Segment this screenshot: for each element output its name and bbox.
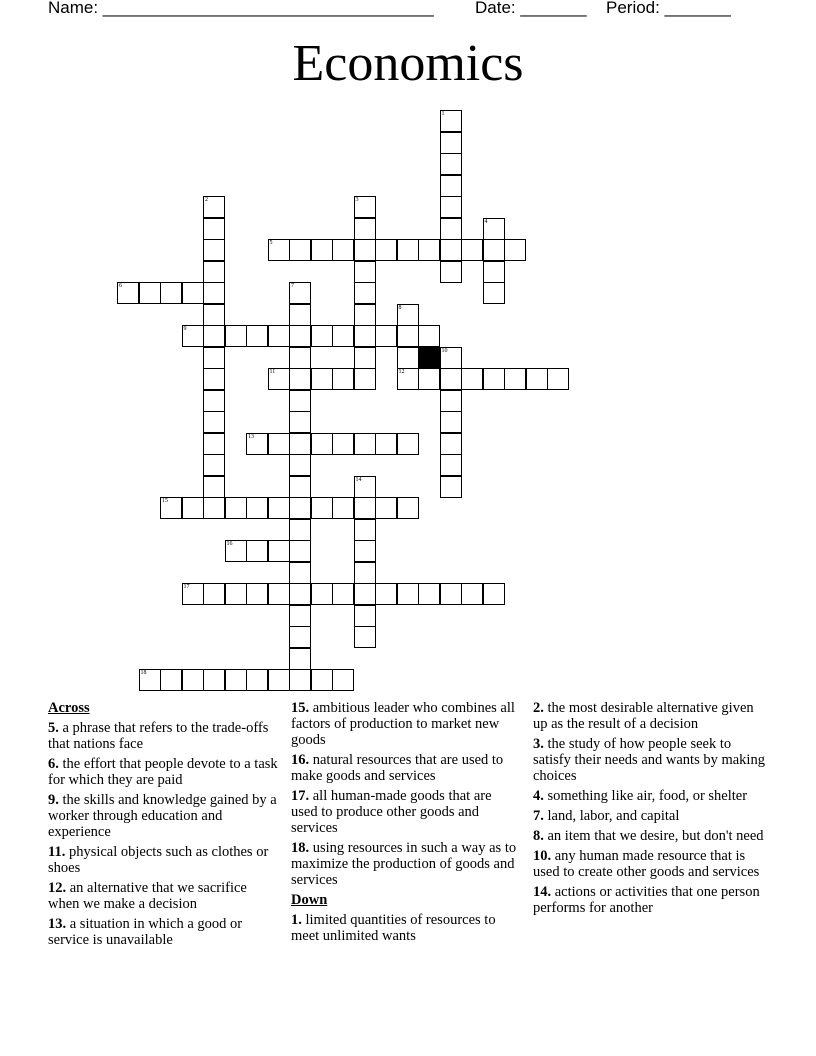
- crossword-cell[interactable]: [375, 583, 397, 605]
- clue-number: 12.: [48, 880, 67, 896]
- clue-item: [533, 808, 769, 824]
- crossword-cell[interactable]: [354, 239, 376, 261]
- crossword-cell[interactable]: [289, 239, 311, 261]
- clue-number: 1.: [291, 912, 302, 928]
- crossword-cell[interactable]: [268, 669, 290, 691]
- clue-number-label: 14: [355, 476, 362, 483]
- clue-text: physical objects such as clothes or shoes: [48, 844, 269, 876]
- crossword-cell[interactable]: [332, 669, 354, 691]
- crossword-cell[interactable]: [440, 261, 462, 283]
- crossword-cell[interactable]: [440, 454, 462, 476]
- crossword-cell[interactable]: [268, 497, 290, 519]
- clue-number-label: 17: [183, 584, 190, 590]
- crossword-cell[interactable]: [440, 476, 462, 498]
- crossword-cell[interactable]: [526, 368, 548, 390]
- crossword-cell[interactable]: [483, 261, 505, 283]
- crossword-cell[interactable]: [483, 368, 505, 390]
- across-heading: Across: [48, 700, 90, 716]
- clue-number-label: 1: [441, 111, 445, 117]
- clue-item: [533, 884, 769, 916]
- clue-item: [48, 844, 278, 876]
- crossword-cell[interactable]: [418, 583, 440, 605]
- clue-number: 3.: [533, 736, 544, 752]
- crossword-cell[interactable]: [354, 325, 376, 347]
- crossword-cell[interactable]: [311, 433, 333, 455]
- crossword-cell[interactable]: [203, 347, 225, 369]
- crossword-cell[interactable]: [418, 325, 440, 347]
- crossword-cell[interactable]: [418, 239, 440, 261]
- crossword-cell[interactable]: [203, 282, 225, 304]
- crossword-cell[interactable]: [289, 648, 311, 670]
- crossword-cell[interactable]: [203, 497, 225, 519]
- crossword-cell[interactable]: [440, 390, 462, 412]
- crossword-cell[interactable]: [354, 433, 376, 455]
- clue-number-label: 3: [355, 197, 359, 203]
- clue-item: [533, 736, 769, 784]
- clue-number-label: 15: [162, 498, 168, 504]
- crossword-cell[interactable]: [311, 325, 333, 347]
- crossword-cell[interactable]: [354, 562, 376, 584]
- clue-text: the most desirable alternative given up as the result of a decision: [533, 700, 754, 732]
- crossword-cell[interactable]: [225, 540, 247, 562]
- clue-number: 10.: [533, 848, 552, 864]
- crossword-cell[interactable]: [440, 196, 462, 218]
- crossword-cell[interactable]: [397, 497, 419, 519]
- crossword-cell[interactable]: [160, 497, 182, 519]
- crossword-cell[interactable]: [354, 218, 376, 240]
- clue-number-label: 8: [398, 304, 402, 311]
- clue-item: [533, 848, 769, 880]
- crossword-cell[interactable]: [225, 583, 247, 605]
- crossword-cell[interactable]: [483, 583, 505, 605]
- crossword-cell[interactable]: [203, 583, 225, 605]
- crossword-cell[interactable]: [289, 476, 311, 498]
- crossword-cell[interactable]: [203, 239, 225, 261]
- clue-text: all human-made goods that are used to produce other goods and services: [291, 788, 492, 836]
- clue-number: 2.: [533, 700, 544, 716]
- clue-text: an alternative that we sacrifice when we make a decision: [48, 880, 247, 912]
- clue-number-label: 6: [119, 283, 122, 289]
- crossword-cell[interactable]: [289, 540, 311, 562]
- crossword-cell[interactable]: [289, 583, 311, 605]
- crossword-cell[interactable]: [203, 390, 225, 412]
- clue-text: a situation in which a good or service is unavailable: [48, 916, 243, 948]
- clue-text: any human made resource that is used to create other goods and services: [533, 848, 760, 880]
- crossword-cell[interactable]: [440, 347, 462, 369]
- clue-item: [533, 788, 769, 804]
- clue-item: [291, 752, 521, 784]
- crossword-cell[interactable]: [268, 540, 290, 562]
- crossword-cell[interactable]: [117, 282, 139, 304]
- crossword-cell[interactable]: [225, 497, 247, 519]
- crossword-cell[interactable]: [440, 411, 462, 433]
- crossword-cell[interactable]: [311, 583, 333, 605]
- clue-number-label: 12: [398, 369, 405, 375]
- crossword-cell[interactable]: [311, 368, 333, 390]
- crossword-cell[interactable]: [397, 368, 419, 390]
- crossword-cell[interactable]: [504, 368, 526, 390]
- crossword-cell[interactable]: [246, 540, 268, 562]
- crossword-cell[interactable]: [182, 497, 204, 519]
- crossword-cell[interactable]: [182, 325, 204, 347]
- black-cell: [418, 347, 440, 369]
- date-field-label[interactable]: Date: _______: [475, 0, 587, 17]
- crossword-cell[interactable]: [354, 540, 376, 562]
- crossword-cell[interactable]: [397, 347, 419, 369]
- clue-number-label: 18: [140, 670, 147, 676]
- crossword-cell[interactable]: [332, 497, 354, 519]
- crossword-cell[interactable]: [289, 325, 311, 347]
- crossword-cell[interactable]: [268, 583, 290, 605]
- crossword-cell[interactable]: [332, 325, 354, 347]
- clue-text: the skills and knowledge gained by a worker through education and experience: [48, 792, 277, 840]
- crossword-cell[interactable]: [289, 282, 311, 304]
- clue-text: something like air, food, or shelter: [543, 788, 748, 804]
- crossword-cell[interactable]: [483, 282, 505, 304]
- clue-number-label: 13: [248, 433, 254, 440]
- clue-item: [48, 880, 278, 912]
- clue-text: actions or activities that one person performs for another: [533, 884, 760, 916]
- crossword-cell[interactable]: [440, 175, 462, 197]
- clue-column-3: [533, 700, 769, 920]
- crossword-cell[interactable]: [547, 368, 569, 390]
- crossword-cell[interactable]: [182, 282, 204, 304]
- crossword-cell[interactable]: [289, 626, 311, 648]
- clue-number-label: 4: [484, 218, 488, 225]
- clue-text: the study of how people seek to satisfy their needs and wants by making choices: [533, 736, 765, 784]
- crossword-cell[interactable]: [461, 368, 483, 390]
- crossword-cell[interactable]: [397, 239, 419, 261]
- clue-text: an item that we desire, but don't need: [543, 828, 764, 844]
- crossword-cell[interactable]: [440, 368, 462, 390]
- crossword-cell[interactable]: [203, 411, 225, 433]
- crossword-cell[interactable]: [203, 669, 225, 691]
- clue-number: 9.: [48, 792, 59, 808]
- clue-number: 16.: [291, 752, 310, 768]
- crossword-cell[interactable]: [483, 239, 505, 261]
- clue-column-1: [48, 700, 278, 952]
- crossword-cell[interactable]: [203, 368, 225, 390]
- clue-number: 7.: [533, 808, 544, 824]
- crossword-cell[interactable]: [354, 497, 376, 519]
- crossword-cell[interactable]: [354, 304, 376, 326]
- crossword-cell[interactable]: [203, 476, 225, 498]
- clue-item: [291, 788, 521, 836]
- crossword-cell[interactable]: [160, 669, 182, 691]
- crossword-cell[interactable]: [332, 583, 354, 605]
- crossword-cell[interactable]: [246, 325, 268, 347]
- crossword-cell[interactable]: [139, 669, 161, 691]
- clue-number-label: 7: [291, 283, 294, 289]
- crossword-cell[interactable]: [354, 605, 376, 627]
- clue-number-label: 9: [183, 326, 187, 332]
- crossword-cell[interactable]: [440, 239, 462, 261]
- crossword-cell[interactable]: [418, 368, 440, 390]
- crossword-cell[interactable]: [311, 497, 333, 519]
- crossword-cell[interactable]: [397, 304, 419, 326]
- crossword-cell[interactable]: [354, 282, 376, 304]
- crossword-cell[interactable]: [289, 454, 311, 476]
- clue-number: 18.: [291, 840, 310, 856]
- clue-number-label: 10: [441, 347, 448, 354]
- clue-number-label: 2: [205, 197, 208, 203]
- crossword-cell[interactable]: [203, 325, 225, 347]
- clue-number: 14.: [533, 884, 552, 900]
- crossword-cell[interactable]: [397, 433, 419, 455]
- page-title: Economics: [292, 35, 524, 92]
- crossword-cell[interactable]: [354, 583, 376, 605]
- clue-item: [291, 912, 521, 944]
- crossword-cell[interactable]: [289, 347, 311, 369]
- clue-column-2: [291, 700, 521, 948]
- crossword-cell[interactable]: [203, 196, 225, 218]
- clue-number-label: 5: [269, 240, 273, 246]
- crossword-cell[interactable]: [289, 433, 311, 455]
- clue-text: a phrase that refers to the trade-offs that nations face: [48, 720, 269, 752]
- clue-number: 11.: [48, 844, 66, 860]
- clue-item: [291, 840, 521, 888]
- crossword-cell[interactable]: [332, 433, 354, 455]
- crossword-cell[interactable]: [483, 218, 505, 240]
- crossword-cell[interactable]: [203, 261, 225, 283]
- crossword-cell[interactable]: [375, 433, 397, 455]
- name-field-label[interactable]: Name: ___________________________________: [48, 0, 434, 17]
- crossword-cell[interactable]: [354, 261, 376, 283]
- crossword-cell[interactable]: [289, 605, 311, 627]
- crossword-cell[interactable]: [289, 368, 311, 390]
- crossword-cell[interactable]: [354, 626, 376, 648]
- clue-item: [48, 756, 278, 788]
- crossword-cell[interactable]: [225, 669, 247, 691]
- crossword-cell[interactable]: [246, 669, 268, 691]
- crossword-cell[interactable]: [289, 669, 311, 691]
- clue-number: 8.: [533, 828, 544, 844]
- clue-text: land, labor, and capital: [543, 808, 680, 824]
- crossword-cell[interactable]: [375, 239, 397, 261]
- clue-item: [48, 916, 278, 948]
- crossword-cell[interactable]: [354, 347, 376, 369]
- crossword-cell[interactable]: [289, 562, 311, 584]
- crossword-cell[interactable]: [289, 304, 311, 326]
- crossword-cell[interactable]: [139, 282, 161, 304]
- crossword-cell[interactable]: [203, 218, 225, 240]
- crossword-cell[interactable]: [440, 583, 462, 605]
- crossword-cell[interactable]: [440, 132, 462, 154]
- crossword-cell[interactable]: [354, 476, 376, 498]
- clue-number: 15.: [291, 700, 310, 716]
- period-field-label[interactable]: Period: _______: [606, 0, 731, 17]
- clue-item: [48, 792, 278, 840]
- crossword-cell[interactable]: [397, 583, 419, 605]
- crossword-cell[interactable]: [203, 304, 225, 326]
- crossword-cell[interactable]: [375, 325, 397, 347]
- crossword-cell[interactable]: [461, 239, 483, 261]
- crossword-cell[interactable]: [461, 583, 483, 605]
- clue-number: 17.: [291, 788, 310, 804]
- crossword-cell[interactable]: [246, 583, 268, 605]
- crossword-cell[interactable]: [440, 433, 462, 455]
- clue-number: 4.: [533, 788, 544, 804]
- crossword-cell[interactable]: [246, 497, 268, 519]
- crossword-cell[interactable]: [311, 239, 333, 261]
- crossword-cell[interactable]: [203, 454, 225, 476]
- clue-item: [533, 828, 769, 844]
- crossword-cell[interactable]: [440, 153, 462, 175]
- clue-number: 6.: [48, 756, 59, 772]
- clue-item: [533, 700, 769, 732]
- crossword-cell[interactable]: [268, 433, 290, 455]
- clue-item: [48, 720, 278, 752]
- crossword-cell[interactable]: [160, 282, 182, 304]
- crossword-cell[interactable]: [289, 390, 311, 412]
- crossword-cell[interactable]: [440, 110, 462, 132]
- crossword-cell[interactable]: [225, 325, 247, 347]
- crossword-cell[interactable]: [375, 497, 397, 519]
- clue-number: 13.: [48, 916, 67, 932]
- crossword-cell[interactable]: [354, 196, 376, 218]
- crossword-cell[interactable]: [311, 669, 333, 691]
- crossword-cell[interactable]: [354, 519, 376, 541]
- crossword-cell[interactable]: [332, 239, 354, 261]
- crossword-cell[interactable]: [268, 325, 290, 347]
- crossword-cell[interactable]: [289, 411, 311, 433]
- crossword-cell[interactable]: [332, 368, 354, 390]
- clue-text: limited quantities of resources to meet unlimited wants: [291, 912, 496, 944]
- crossword-cell[interactable]: [182, 669, 204, 691]
- crossword-cell[interactable]: [397, 325, 419, 347]
- clue-text: natural resources that are used to make goods and services: [291, 752, 504, 784]
- crossword-cell[interactable]: [504, 239, 526, 261]
- down-heading: Down: [291, 892, 328, 908]
- clue-number-label: 16: [226, 541, 233, 547]
- crossword-cell[interactable]: [289, 519, 311, 541]
- clue-item: [291, 700, 521, 748]
- crossword-cell[interactable]: [289, 497, 311, 519]
- crossword-cell[interactable]: [182, 583, 204, 605]
- clue-number: 5.: [48, 720, 59, 736]
- crossword-cell[interactable]: [268, 368, 290, 390]
- clue-text: ambitious leader who combines all factors of production to market new goods: [291, 700, 515, 748]
- crossword-cell[interactable]: [440, 218, 462, 240]
- crossword-cell[interactable]: [203, 433, 225, 455]
- clue-number-label: 11: [269, 369, 276, 375]
- crossword-cell[interactable]: [268, 239, 290, 261]
- crossword-cell[interactable]: [354, 368, 376, 390]
- clue-text: the effort that people devote to a task for which they are paid: [48, 756, 278, 788]
- crossword-cell[interactable]: [246, 433, 268, 455]
- clue-text: using resources in such a way as to maximize the production of goods and services: [291, 840, 517, 888]
